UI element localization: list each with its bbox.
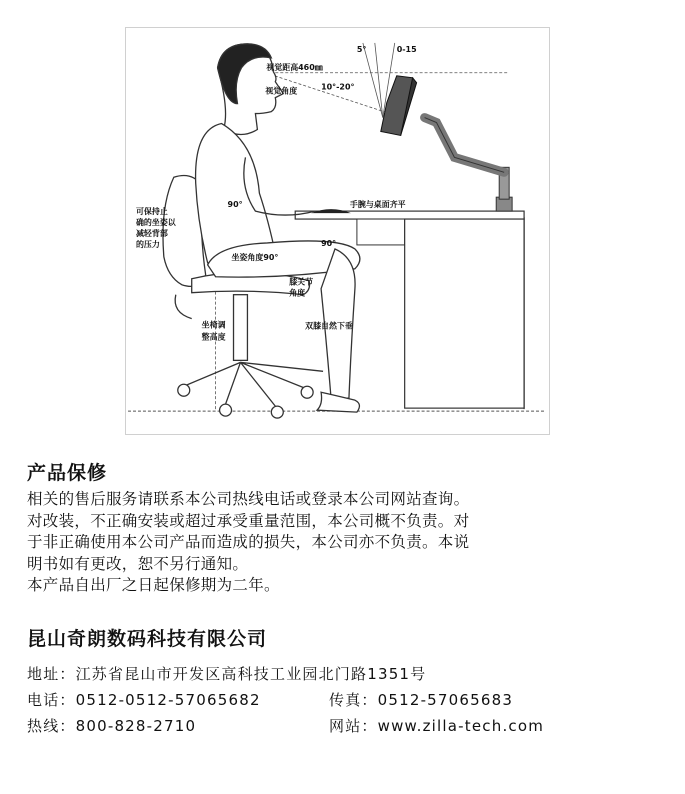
hotline-row	[27, 713, 667, 739]
eye-height-label: 视觉距高460㎜	[266, 62, 323, 72]
tilt-line-1	[363, 43, 383, 118]
website: 网站：www.zilla-tech.com	[329, 717, 545, 735]
back-support-label-4: 的压力	[135, 239, 160, 249]
ergonomics-diagram	[125, 27, 550, 435]
view-range-label: 10°-20°	[321, 82, 355, 92]
seat-height-label-1: 坐椅调	[201, 320, 226, 330]
knee-angle-label-1: 膝关节	[289, 277, 314, 287]
tilt-line-2	[375, 43, 383, 118]
back-support-label-1: 可保持止	[135, 207, 168, 217]
address-row	[27, 661, 667, 687]
address: 地址：江苏省昆山市开发区高科技工业园北门路1351号	[27, 665, 427, 683]
monitor-arm	[381, 76, 512, 211]
ergonomics-illustration	[126, 28, 549, 434]
contact-info	[27, 661, 667, 739]
person	[196, 44, 360, 412]
legs-natural-label: 双膝自然下垂	[305, 321, 353, 331]
sitting-angle-label: 坐姿角度90°	[231, 252, 279, 262]
knee-angle-value-label: 90°	[321, 238, 337, 248]
back-support-label-2: 确的坐姿以	[135, 218, 176, 228]
warranty-paragraph: 于非正确使用本公司产品而造成的损失，本公司亦不负责。本说	[27, 533, 470, 551]
company-name: 昆山奇朗数码科技有限公司	[27, 628, 268, 650]
warranty-paragraph: 相关的售后服务请联系本公司热线电话或登录本公司网站查询。	[27, 490, 470, 508]
knee-angle-label-2: 角度	[289, 288, 306, 298]
back-support-label-3: 减轻背部	[135, 228, 168, 238]
warranty-paragraph: 本产品自出厂之日起保修期为二年。	[27, 576, 280, 594]
warranty-title: 产品保修	[27, 462, 108, 484]
phone-row	[27, 687, 667, 713]
keyboard	[311, 209, 351, 213]
fax: 传真：0512-57065683	[329, 691, 514, 709]
tilt-range-label: 0-15	[396, 44, 417, 54]
warranty-paragraph: 明书如有更改，恕不另行通知。	[27, 554, 249, 573]
seat-height-label-2: 整高度	[201, 332, 226, 342]
warranty-paragraph: 对改装，不正确安装或超过承受重量范围，本公司概不负责。对	[27, 511, 470, 530]
warranty-body	[27, 489, 667, 597]
phone: 电话：0512-0512-57065682	[27, 691, 261, 709]
view-angle-label: 视觉角度	[265, 86, 298, 96]
hotline: 热线：800-828-2710	[27, 717, 197, 735]
tilt-5-label: 5°	[356, 44, 367, 54]
arm-angle-label: 90°	[227, 200, 243, 210]
wrist-level-label: 手腕与桌面齐平	[349, 200, 406, 210]
